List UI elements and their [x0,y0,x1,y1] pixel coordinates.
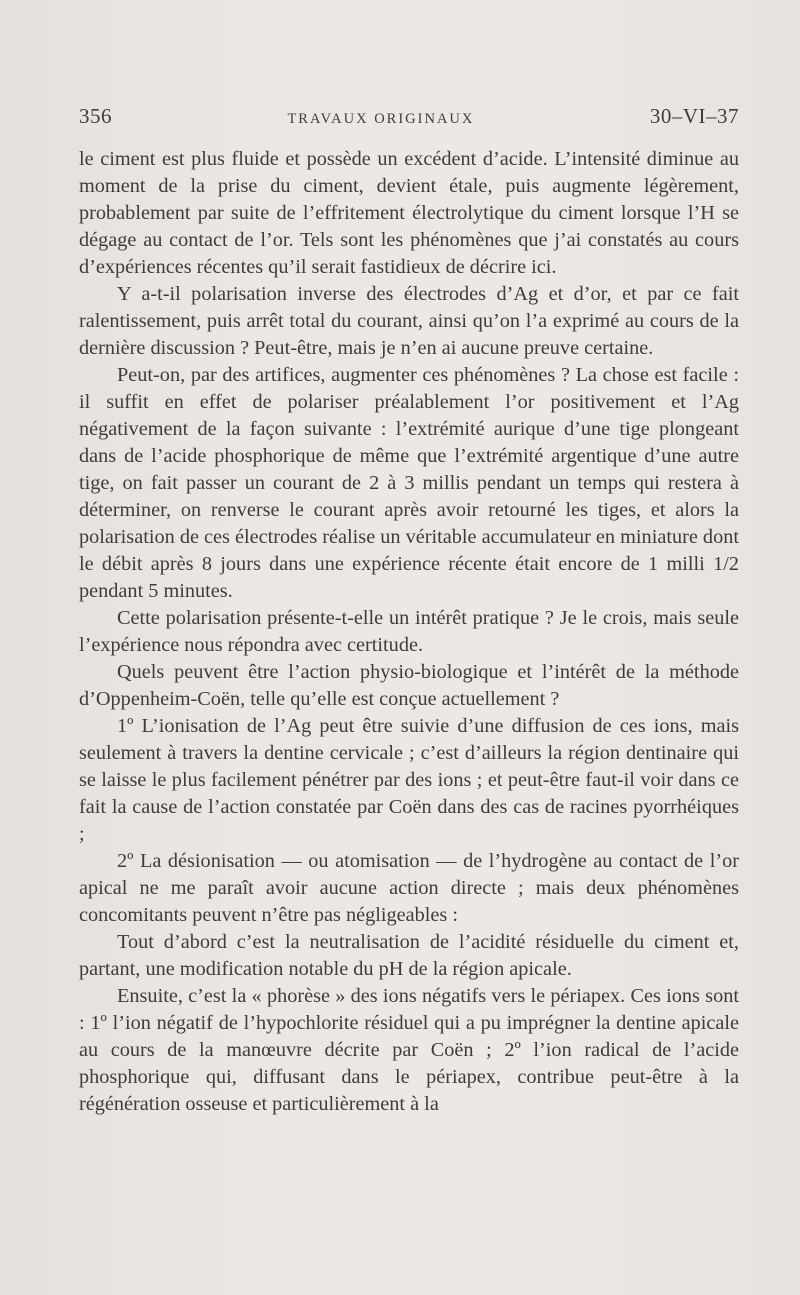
paragraph: Cette polarisation présente-t-elle un intérêt pratique ? Je le crois, mais seule l’expérience nous répondra avec certitude. [79,607,739,656]
running-title: TRAVAUX ORIGINAUX [287,111,475,127]
body-text [79,146,739,1118]
paragraph-point-1: 1º L’ionisation de l’Ag peut être suivie d’une diffusion de ces ions, mais seulement à travers la dentine cervicale ; c’est d’ailleurs la région dentinaire qui se laisse le plus facilement pénétrer par des ions ; et peut-être faut-il voir dans ce fait la cause de l’action constatée par Coën dans des cas de racines pyorrhéiques ; [79,715,739,845]
paragraph: Y a-t-il polarisation inverse des électrodes d’Ag et d’or, et par ce fait ralentissement, puis arrêt total du courant, ainsi qu’on l’a exprimé au cours de la dernière discussion ? Peut-être, mais je n’en ai aucune preuve certaine. [79,283,739,359]
paragraph: Tout d’abord c’est la neutralisation de l’acidité résiduelle du ciment et, partant, une modification notable du pH de la région apicale. [79,931,739,980]
paragraph-point-2: 2º La désionisation — ou atomisation — de l’hydrogène au contact de l’or apical ne me paraît avoir aucune action directe ; mais deux phénomènes concomitants peuvent n’être pas négligeables : [79,850,739,926]
page-number: 356 [79,104,112,128]
paragraph-continuation: le ciment est plus fluide et possède un excédent d’acide. L’intensité diminue au moment de la prise du ciment, devient étale, puis augmente légèrement, probablement par suite de l’effritement électrolytique du ciment lorsque l’H se dégage au contact de l’or. Tels sont les phénomènes que j’ai constatés au cours d’expériences récentes qu’il serait fastidieux de décrire ici. [79,148,739,278]
paragraph: Ensuite, c’est la « phorèse » des ions négatifs vers le périapex. Ces ions sont : 1º l’ion négatif de l’hypochlorite résiduel qui a pu imprégner la dentine apicale au cours de la manœuvre décrite par Coën ; 2º l’ion radical de l’acide phosphorique qui, diffusant dans le périapex, contribue peut-être à la régénération osseuse et particulièrement à la [79,985,739,1115]
paragraph: Peut-on, par des artifices, augmenter ces phénomènes ? La chose est facile : il suffit en effet de polariser préalablement l’or positivement et l’Ag négativement de la façon suivante : l’extrémité aurique d’une tige plongeant dans de l’acide phosphorique de même que l’extrémité argentique d’une autre tige, on fait passer un courant de 2 à 3 millis pendant un temps qui restera à déterminer, on renverse le courant après avoir retourné les tiges, et alors la polarisation de ces électrodes réalise un véritable accumulateur en miniature dont le débit après 8 jours dans une expérience récente était encore de 1 milli 1/2 pendant 5 minutes. [79,364,739,602]
page-header [79,104,739,134]
issue-date: 30–VI–37 [649,104,739,128]
paragraph: Quels peuvent être l’action physio-biologique et l’intérêt de la méthode d’Oppenheim-Coën, telle qu’elle est conçue actuellement ? [79,661,739,710]
